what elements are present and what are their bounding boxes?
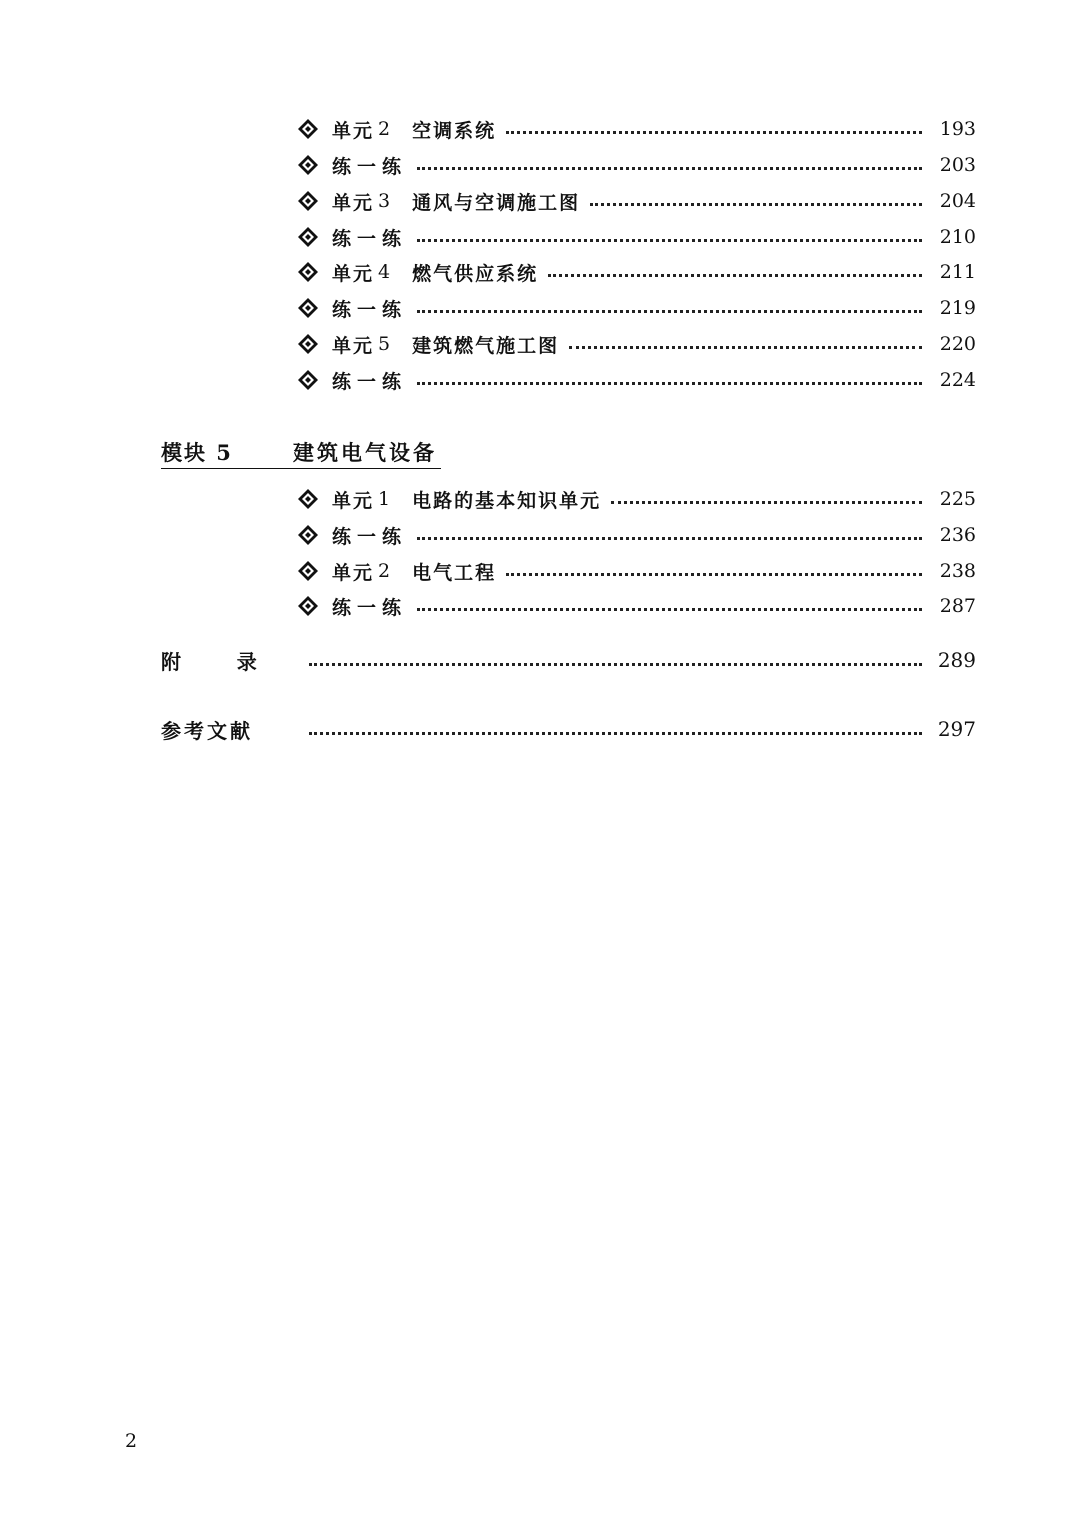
- dot-leader: [309, 732, 922, 735]
- toc-entry[interactable]: [297, 486, 976, 512]
- unit-number: 1: [378, 488, 391, 510]
- exercise-label: 练一练: [332, 298, 408, 321]
- unit-label: 单元: [332, 262, 375, 285]
- toc-entry[interactable]: [297, 188, 976, 214]
- exercise-label: 练一练: [332, 370, 408, 393]
- dot-leader: [417, 608, 922, 611]
- diamond-bullet-icon: [297, 595, 319, 617]
- page-ref: 219: [939, 297, 976, 319]
- diamond-bullet-icon: [297, 190, 319, 212]
- diamond-bullet-icon: [297, 297, 319, 319]
- dot-leader: [309, 663, 922, 666]
- module-label: 模块 5: [161, 440, 233, 465]
- unit-number: 2: [378, 118, 391, 140]
- page-ref: 203: [939, 154, 976, 176]
- page-ref: 193: [939, 118, 976, 140]
- dot-leader: [506, 573, 922, 576]
- unit-label: 单元: [332, 334, 375, 357]
- unit-label: 单元: [332, 191, 375, 214]
- unit-title: 建筑燃气施工图: [412, 334, 560, 357]
- page-ref: 220: [939, 333, 976, 355]
- diamond-bullet-icon: [297, 118, 319, 140]
- page-ref: 210: [939, 226, 976, 248]
- unit-number: 4: [378, 261, 391, 283]
- page-number: 2: [125, 1430, 138, 1452]
- diamond-bullet-icon: [297, 261, 319, 283]
- unit-number: 3: [378, 190, 391, 212]
- toc-references[interactable]: [161, 715, 976, 743]
- page-ref: 287: [939, 595, 976, 617]
- dot-leader: [417, 167, 922, 170]
- page-ref: 289: [937, 648, 976, 672]
- diamond-bullet-icon: [297, 560, 319, 582]
- unit-title: 空调系统: [412, 119, 497, 142]
- dot-leader: [611, 501, 922, 504]
- exercise-label: 练一练: [332, 155, 408, 178]
- diamond-bullet-icon: [297, 154, 319, 176]
- toc-entry[interactable]: [297, 152, 976, 178]
- module-title: 建筑电气设备: [293, 440, 437, 465]
- page-ref: 238: [939, 560, 976, 582]
- unit-title: 通风与空调施工图: [412, 191, 581, 214]
- dot-leader: [569, 346, 922, 349]
- page-ref: 236: [939, 524, 976, 546]
- page-ref: 297: [937, 717, 976, 741]
- exercise-label: 练一练: [332, 596, 408, 619]
- unit-title: 燃气供应系统: [412, 262, 539, 285]
- toc-entry[interactable]: [297, 331, 976, 357]
- dot-leader: [417, 382, 922, 385]
- dot-leader: [417, 537, 922, 540]
- unit-label: 单元: [332, 119, 375, 142]
- unit-label: 单元: [332, 489, 375, 512]
- diamond-bullet-icon: [297, 226, 319, 248]
- unit-number: 5: [378, 333, 391, 355]
- exercise-label: 练一练: [332, 227, 408, 250]
- toc-entry[interactable]: [297, 116, 976, 142]
- dot-leader: [417, 310, 922, 313]
- toc-entry[interactable]: [297, 593, 976, 619]
- page-ref: 224: [939, 369, 976, 391]
- dot-leader: [506, 131, 922, 134]
- diamond-bullet-icon: [297, 524, 319, 546]
- dot-leader: [590, 203, 922, 206]
- toc-entry[interactable]: [297, 558, 976, 584]
- diamond-bullet-icon: [297, 488, 319, 510]
- diamond-bullet-icon: [297, 333, 319, 355]
- diamond-bullet-icon: [297, 369, 319, 391]
- dot-leader: [548, 274, 922, 277]
- module-heading[interactable]: [161, 436, 441, 469]
- unit-title: 电气工程: [412, 561, 497, 584]
- toc-entry[interactable]: [297, 522, 976, 548]
- toc-entry[interactable]: [297, 259, 976, 285]
- page-ref: 211: [939, 261, 976, 283]
- unit-title: 电路的基本知识单元: [412, 489, 602, 512]
- toc-entry[interactable]: [297, 224, 976, 250]
- toc-entry[interactable]: [297, 367, 976, 393]
- unit-number: 2: [378, 560, 391, 582]
- references-label: 参考文献: [161, 718, 253, 743]
- appendix-label: 附 录: [161, 649, 257, 674]
- unit-label: 单元: [332, 561, 375, 584]
- page-ref: 204: [939, 190, 976, 212]
- toc-appendix[interactable]: [161, 646, 976, 674]
- page-ref: 225: [939, 488, 976, 510]
- exercise-label: 练一练: [332, 525, 408, 548]
- dot-leader: [417, 239, 922, 242]
- toc-entry[interactable]: [297, 295, 976, 321]
